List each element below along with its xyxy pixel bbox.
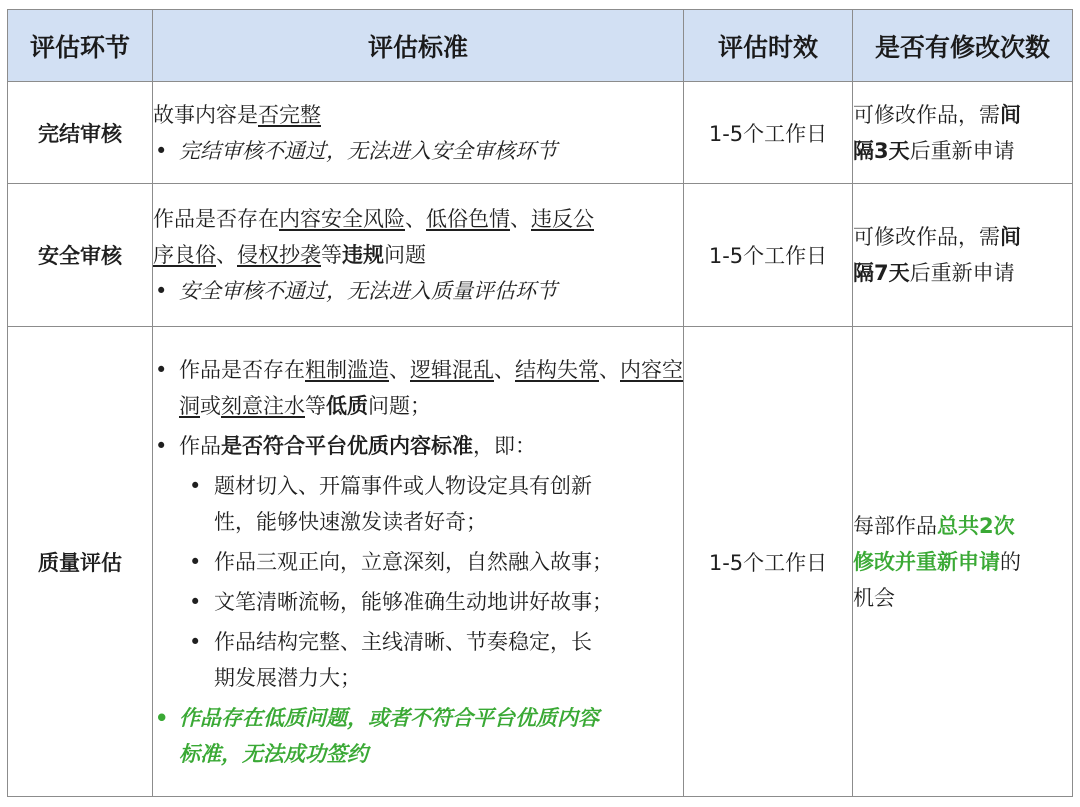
table-row bbox=[8, 82, 1073, 184]
header-stage: 评估环节 bbox=[8, 10, 153, 82]
table-row bbox=[8, 184, 1073, 327]
edit-count-cell: 可修改作品，需间 隔7天后重新申请 bbox=[853, 184, 1073, 327]
standard-sub-bullet: • 作品三观正向，立意深刻，自然融入故事； bbox=[153, 544, 683, 580]
standard-sub-bullet: • 题材切入、开篇事件或人物设定具有创新 性，能够快速激发读者好奇； bbox=[153, 468, 683, 540]
header-time: 评估时效 bbox=[684, 10, 853, 82]
standard-cell bbox=[153, 82, 684, 184]
standard-sub-bullet: • 文笔清晰流畅，能够准确生动地讲好故事； bbox=[153, 584, 683, 620]
table-header-row bbox=[8, 10, 1073, 82]
standard-bullet: • 作品是否符合平台优质内容标准，即： bbox=[153, 428, 683, 464]
evaluation-table bbox=[7, 9, 1073, 797]
standard-cell bbox=[153, 327, 684, 797]
stage-cell: 质量评估 bbox=[8, 327, 153, 797]
standard-cell bbox=[153, 184, 684, 327]
time-cell: 1-5个工作日 bbox=[684, 327, 853, 797]
edit-count-cell: 每部作品总共2次 修改并重新申请的 机会 bbox=[853, 327, 1073, 797]
table-row bbox=[8, 327, 1073, 797]
standard-note: • 安全审核不通过，无法进入质量评估环节 bbox=[153, 273, 683, 309]
standard-text: 作品是否存在内容安全风险、低俗色情、违反公 bbox=[153, 207, 594, 231]
header-edit-count: 是否有修改次数 bbox=[853, 10, 1073, 82]
time-cell: 1-5个工作日 bbox=[684, 82, 853, 184]
standard-text: 序良俗、侵权抄袭等违规问题 bbox=[153, 243, 426, 267]
stage-cell: 安全审核 bbox=[8, 184, 153, 327]
edit-count-cell: 可修改作品，需间 隔3天后重新申请 bbox=[853, 82, 1073, 184]
standard-sub-bullet: • 作品结构完整、主线清晰、节奏稳定，长 期发展潜力大； bbox=[153, 624, 683, 696]
standard-text: 故事内容是否完整 bbox=[153, 102, 321, 127]
header-standard: 评估标准 bbox=[153, 10, 684, 82]
standard-note: • 完结审核不通过，无法进入安全审核环节 bbox=[153, 133, 683, 169]
time-cell: 1-5个工作日 bbox=[684, 184, 853, 327]
stage-cell: 完结审核 bbox=[8, 82, 153, 184]
standard-note: • 作品存在低质问题，或者不符合平台优质内容 标准，无法成功签约 bbox=[153, 700, 683, 772]
standard-bullet: • 作品是否存在粗制滥造、逻辑混乱、结构失常、内容空洞或刻意注水等低质问题； bbox=[153, 352, 683, 424]
